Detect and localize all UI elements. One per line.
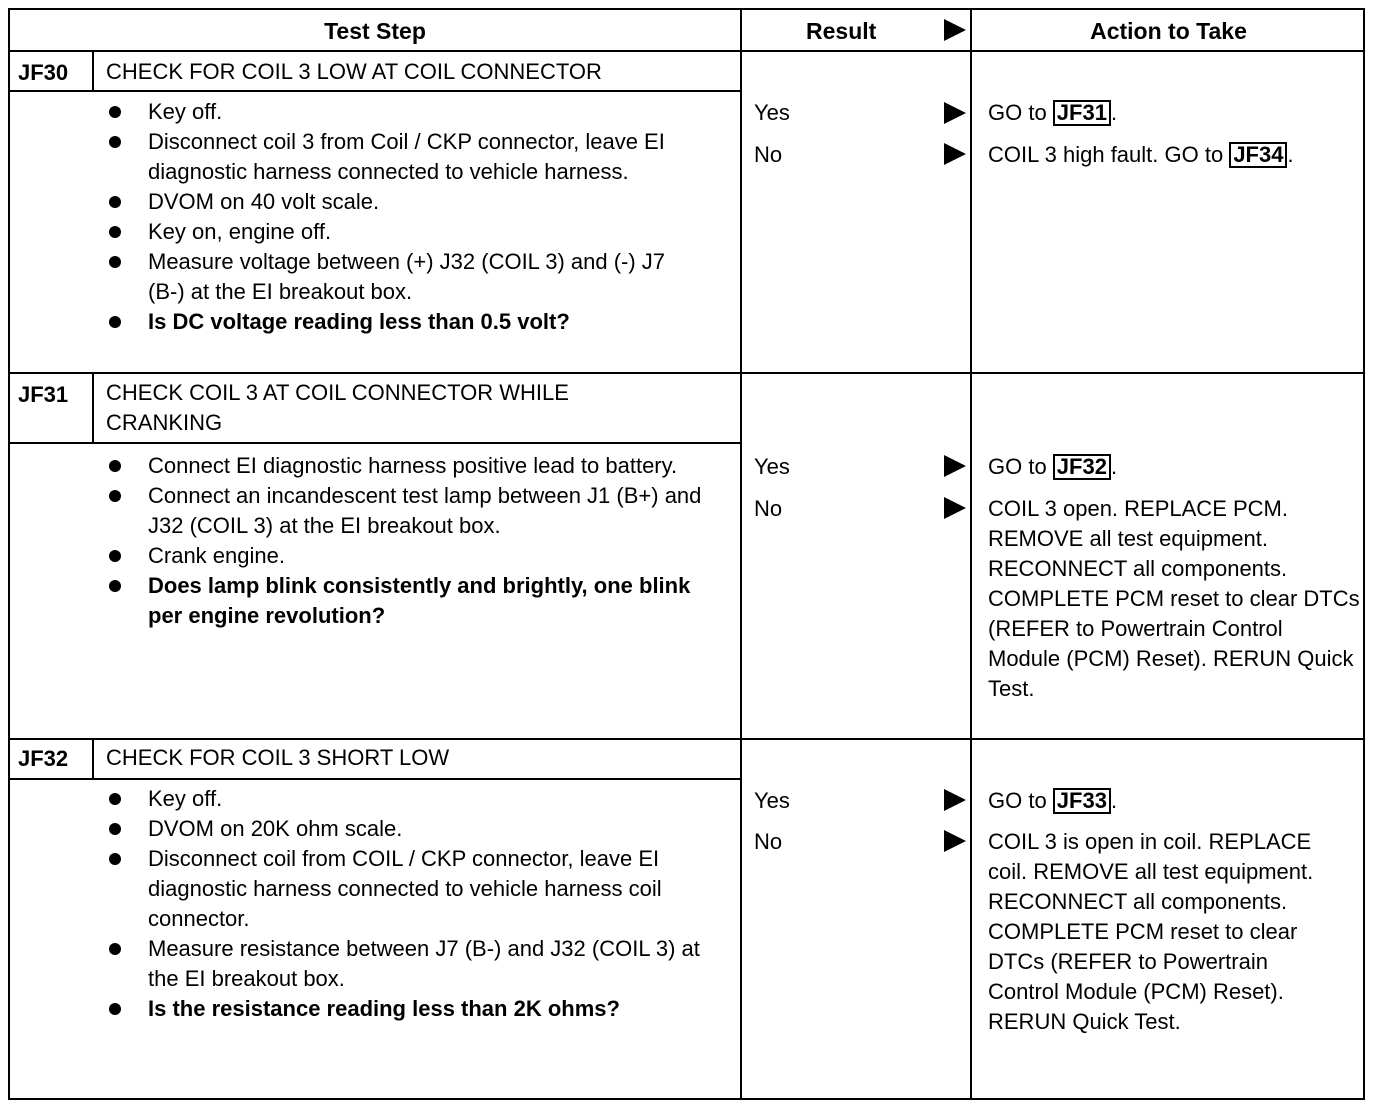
result-no: No: [754, 496, 783, 521]
step-id: JF31: [18, 382, 69, 407]
column-divider-action: [970, 10, 972, 1100]
step-reference: JF31: [1053, 100, 1111, 126]
step-id-divider: [92, 372, 94, 442]
step-title: CHECK FOR COIL 3 SHORT LOW: [106, 745, 450, 770]
arrow-icon: [944, 143, 966, 165]
action-yes: GO to JF31 .: [988, 100, 1118, 125]
step-id-divider: [92, 50, 94, 90]
step-divider-1: [10, 372, 1365, 374]
arrow-icon: [944, 789, 966, 811]
instruction-item: Measure voltage between (+) J32 (COIL 3) and (-) J7 (B-) at the EI breakout box.: [106, 247, 706, 307]
header-result: Result: [806, 17, 877, 44]
instruction-item: Connect an incandescent test lamp between J1 (B+) and J32 (COIL 3) at the EI breakout box.: [106, 481, 716, 541]
instruction-item: Connect EI diagnostic harness positive lead to battery.: [106, 451, 716, 481]
step-title: CHECK COIL 3 AT COIL CONNECTOR WHILE CRANKING: [106, 380, 569, 435]
result-no: No: [754, 829, 783, 854]
header-arrow-icon: [944, 19, 966, 41]
result-yes: Yes: [754, 454, 790, 479]
result-yes: Yes: [754, 788, 790, 813]
instruction-question: Does lamp blink consistently and brightly, one blink per engine revolution?: [106, 571, 716, 631]
instruction-item: Disconnect coil from COIL / CKP connector, leave EI diagnostic harness connected to vehicle harness coil connector.: [106, 844, 706, 934]
step-id: JF32: [18, 746, 69, 771]
action-no: COIL 3 is open in coil. REPLACE coil. REMOVE all test equipment. RECONNECT all components. COMPLETE PCM reset to clear DTCs (REFER to Powertrain Control Module (PCM) Reset). RERUN Quick Test.: [988, 829, 1314, 1034]
instruction-question: Is DC voltage reading less than 0.5 volt?: [106, 307, 706, 337]
arrow-icon: [944, 455, 966, 477]
step-title-divider: [10, 442, 740, 444]
step-reference: JF32: [1053, 454, 1111, 480]
header-action: Action to Take: [1090, 17, 1247, 44]
step-title: CHECK FOR COIL 3 LOW AT COIL CONNECTOR: [106, 59, 602, 84]
instruction-item: Key on, engine off.: [106, 217, 706, 247]
step-id: JF30: [18, 60, 69, 85]
instruction-item: DVOM on 20K ohm scale.: [106, 814, 706, 844]
result-yes: Yes: [754, 100, 790, 125]
step-divider-2: [10, 738, 1365, 740]
action-no: COIL 3 high fault. GO to JF34 .: [988, 142, 1294, 167]
step-title-divider: [10, 90, 740, 92]
action-yes: GO to JF33 .: [988, 788, 1118, 813]
arrow-icon: [944, 497, 966, 519]
action-no: COIL 3 open. REPLACE PCM. REMOVE all test equipment. RECONNECT all components. COMPLETE PCM reset to clear DTCs (REFER to Powertrain Control Module (PCM) Reset). RERUN Quick Test.: [988, 496, 1360, 701]
instruction-item: Key off.: [106, 97, 706, 127]
step-reference: JF34: [1229, 142, 1287, 168]
arrow-icon: [944, 830, 966, 852]
step-instructions: [106, 451, 716, 631]
header-test-step: Test Step: [324, 17, 426, 44]
instruction-item: Key off.: [106, 784, 706, 814]
step-instructions: [106, 97, 706, 337]
instruction-item: DVOM on 40 volt scale.: [106, 187, 706, 217]
step-id-divider: [92, 738, 94, 778]
step-title-divider: [10, 778, 740, 780]
action-yes: GO to JF32 .: [988, 454, 1118, 479]
instruction-item: Crank engine.: [106, 541, 716, 571]
step-instructions: [106, 784, 706, 1024]
header-divider: [10, 50, 1365, 52]
diagnostic-table: [8, 8, 1365, 1100]
result-no: No: [754, 142, 783, 167]
instruction-question: Is the resistance reading less than 2K ohms?: [106, 994, 706, 1024]
instruction-item: Measure resistance between J7 (B-) and J32 (COIL 3) at the EI breakout box.: [106, 934, 706, 994]
instruction-item: Disconnect coil 3 from Coil / CKP connector, leave EI diagnostic harness connected to vehicle harness.: [106, 127, 706, 187]
step-reference: JF33: [1053, 788, 1111, 814]
column-divider-result: [740, 10, 742, 1100]
arrow-icon: [944, 102, 966, 124]
